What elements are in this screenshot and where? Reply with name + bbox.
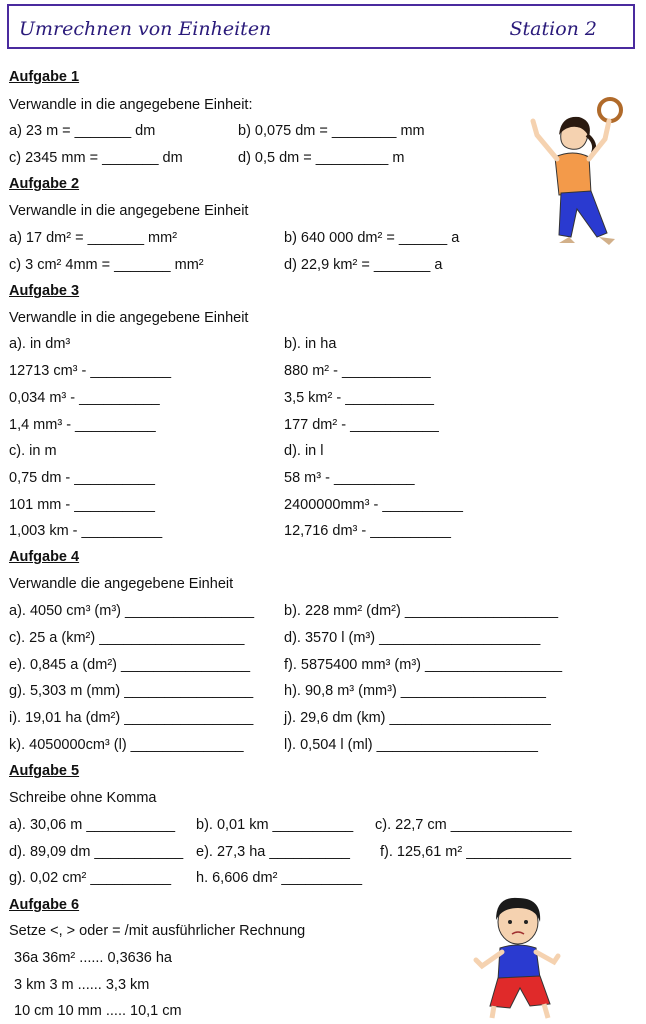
task4-f: f). 5875400 mm³ (m³) _________________ — [284, 657, 563, 673]
task1-d: d) 0,5 dm = _________ m — [238, 150, 405, 166]
task3-a1: 12713 cm³ - __________ — [9, 363, 172, 379]
station-label: Station 2 — [509, 18, 597, 40]
girl-with-ring-illustration — [525, 95, 625, 250]
task2-d: d) 22,9 km² = _______ a — [284, 257, 443, 273]
task3-d3: 12,716 dm³ - __________ — [284, 523, 451, 539]
task2-b: b) 640 000 dm² = ______ a — [284, 230, 460, 246]
task3-c2: 101 mm - __________ — [9, 497, 155, 513]
task4-a: a). 4050 cm³ (m³) ________________ — [9, 603, 255, 619]
task1-instruction: Verwandle in die angegebene Einheit: — [9, 97, 253, 113]
task4-d: d). 3570 l (m³) ____________________ — [284, 630, 541, 646]
task1-b: b) 0,075 dm = ________ mm — [238, 123, 425, 139]
page-title: Umrechnen von Einheiten — [19, 18, 272, 40]
task3-c3: 1,003 km - __________ — [9, 523, 163, 539]
task3-c-head: c). in m — [9, 443, 57, 459]
task6-row1: 36a 36m² ...... 0,3636 ha — [14, 950, 172, 966]
task4-h: h). 90,8 m³ (mm³) __________________ — [284, 683, 546, 699]
task3-b2: 3,5 km² - ___________ — [284, 390, 434, 406]
task2-c: c) 3 cm² 4mm = _______ mm² — [9, 257, 204, 273]
task5-g: g). 0,02 cm² __________ — [9, 870, 172, 886]
task2-title: Aufgabe 2 — [9, 176, 80, 192]
header-box — [7, 4, 635, 49]
task5-h: h. 6,606 dm² __________ — [196, 870, 363, 886]
task5-b: b). 0,01 km __________ — [196, 817, 354, 833]
task4-j: j). 29,6 dm (km) ____________________ — [284, 710, 551, 726]
task3-d1: 58 m³ - __________ — [284, 470, 415, 486]
task6-row2: 3 km 3 m ...... 3,3 km — [14, 977, 150, 993]
task4-e: e). 0,845 a (dm²) ________________ — [9, 657, 251, 673]
task1-a: a) 23 m = _______ dm — [9, 123, 156, 139]
task5-c: c). 22,7 cm _______________ — [375, 817, 572, 833]
task6-instruction: Setze <, > oder = /mit ausführlicher Rechnung — [9, 923, 306, 939]
task1-title: Aufgabe 1 — [9, 69, 80, 85]
task4-l: l). 0,504 l (ml) ____________________ — [284, 737, 538, 753]
task5-e: e). 27,3 ha __________ — [196, 844, 350, 860]
task5-instruction: Schreibe ohne Komma — [9, 790, 157, 806]
task6-row3: 10 cm 10 mm ..... 10,1 cm — [14, 1003, 182, 1019]
task6-title: Aufgabe 6 — [9, 897, 80, 913]
boy-illustration — [470, 892, 565, 1020]
task3-a-head: a). in dm³ — [9, 336, 71, 352]
task4-instruction: Verwandle die angegebene Einheit — [9, 576, 234, 592]
task3-a3: 1,4 mm³ - __________ — [9, 417, 156, 433]
task5-a: a). 30,06 m ___________ — [9, 817, 176, 833]
task2-a: a) 17 dm² = _______ mm² — [9, 230, 178, 246]
task3-a2: 0,034 m³ - __________ — [9, 390, 160, 406]
task4-b: b). 228 mm² (dm²) ___________________ — [284, 603, 559, 619]
task2-instruction: Verwandle in die angegebene Einheit — [9, 203, 249, 219]
task3-d-head: d). in l — [284, 443, 324, 459]
task3-b1: 880 m² - ___________ — [284, 363, 431, 379]
task3-title: Aufgabe 3 — [9, 283, 80, 299]
task4-title: Aufgabe 4 — [9, 549, 80, 565]
task3-b-head: b). in ha — [284, 336, 337, 352]
task3-c1: 0,75 dm - __________ — [9, 470, 155, 486]
task4-k: k). 4050000cm³ (l) ______________ — [9, 737, 244, 753]
task5-f: f). 125,61 m² _____________ — [380, 844, 572, 860]
task4-i: i). 19,01 ha (dm²) ________________ — [9, 710, 254, 726]
task3-instruction: Verwandle in die angegebene Einheit — [9, 310, 249, 326]
task5-title: Aufgabe 5 — [9, 763, 80, 779]
task3-d2: 2400000mm³ - __________ — [284, 497, 463, 513]
task4-g: g). 5,303 m (mm) ________________ — [9, 683, 254, 699]
task3-b3: 177 dm² - ___________ — [284, 417, 439, 433]
task4-c: c). 25 a (km²) __________________ — [9, 630, 245, 646]
task1-c: c) 2345 mm = _______ dm — [9, 150, 183, 166]
task5-d: d). 89,09 dm ___________ — [9, 844, 184, 860]
